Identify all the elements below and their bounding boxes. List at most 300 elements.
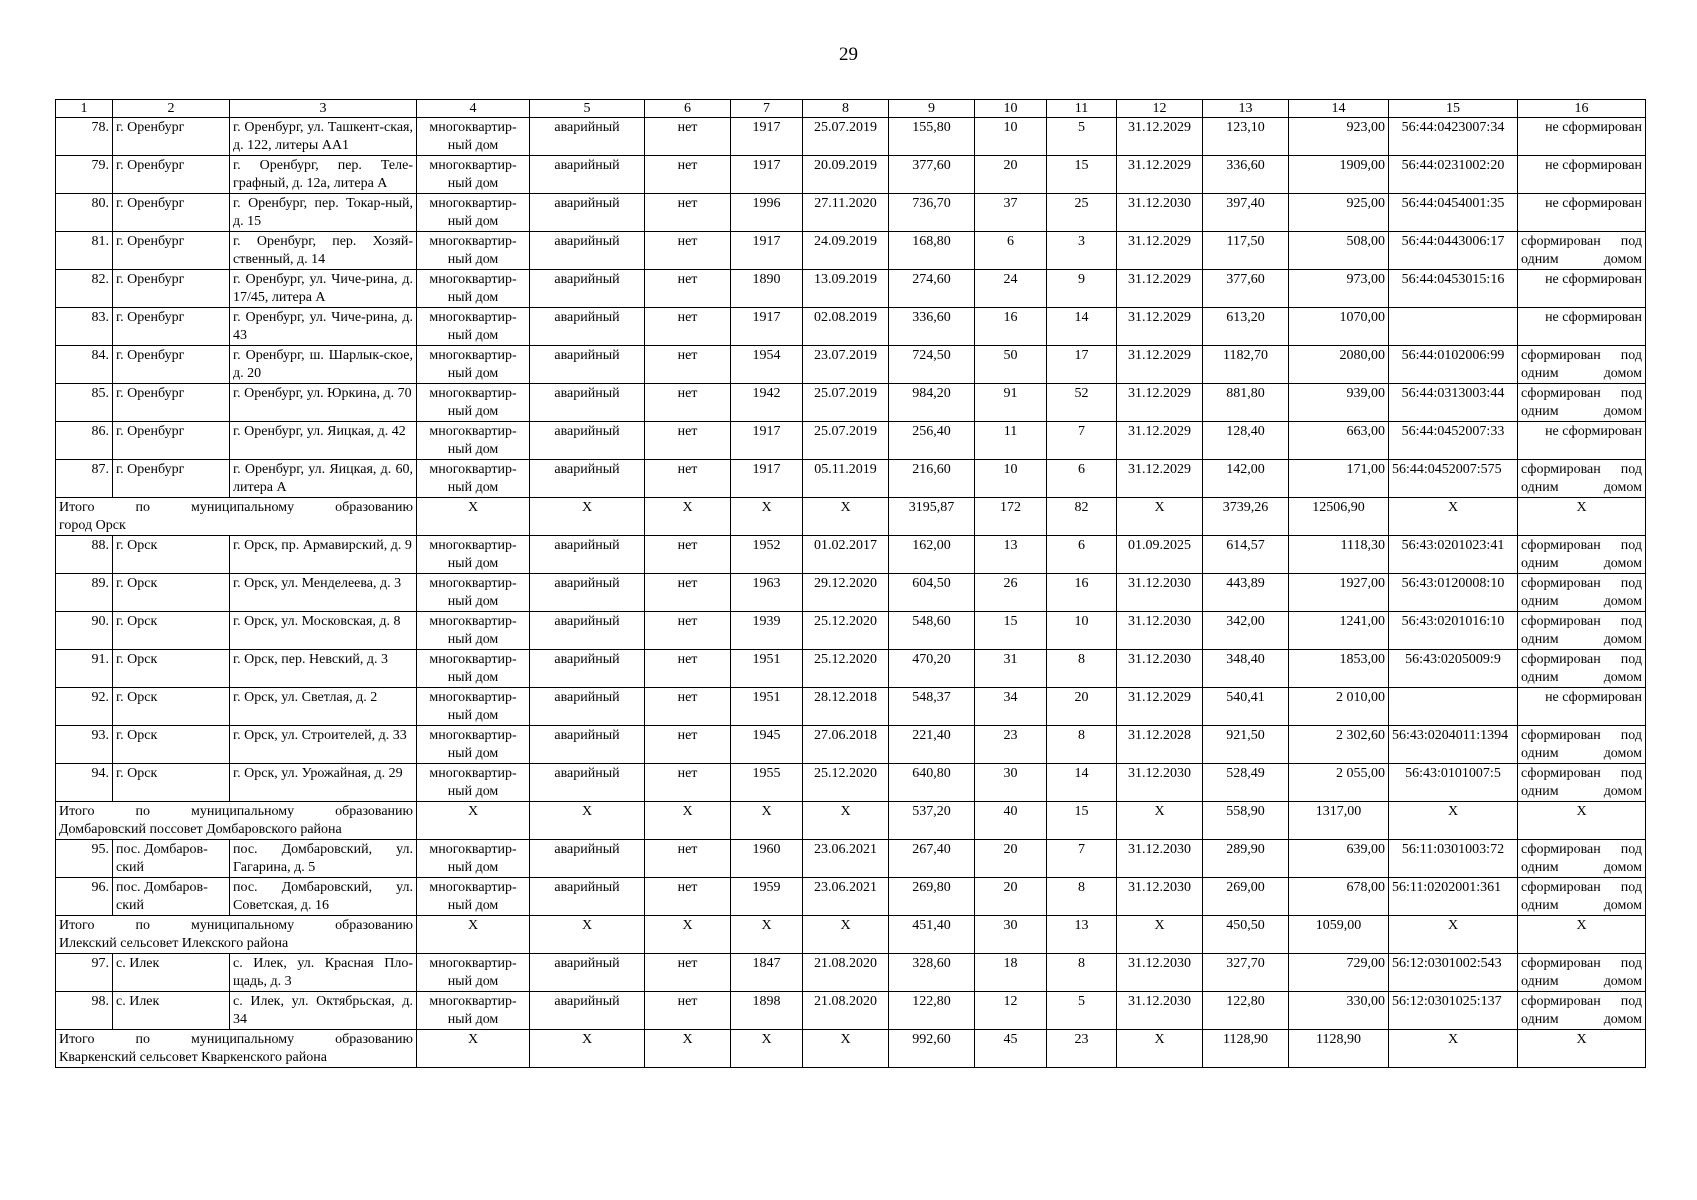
cell-residents: 91: [975, 384, 1047, 422]
cell-row-number: 87.: [56, 460, 113, 498]
cell-emergency-date: 02.08.2019: [803, 308, 889, 346]
cell-land-area: 921,50: [1203, 726, 1289, 764]
cell-emergency-date: 21.08.2020: [803, 992, 889, 1030]
cell-construction-year: 1898: [731, 992, 803, 1030]
cell-land-area: 614,57: [1203, 536, 1289, 574]
cell-culture-object: нет: [645, 194, 731, 232]
cell-construction-year: 1945: [731, 726, 803, 764]
subtotal-relocation-deadline: X: [1117, 1030, 1203, 1068]
cell-settlement: г. Орск: [113, 688, 230, 726]
cell-row-number: 80.: [56, 194, 113, 232]
cell-land-area: 528,49: [1203, 764, 1289, 802]
cell-land-area: 377,60: [1203, 270, 1289, 308]
cell-relocation-deadline: 31.12.2030: [1117, 840, 1203, 878]
cell-condition: аварийный: [530, 460, 645, 498]
cell-address: г. Оренбург, ул. Чиче-рина, д. 43: [230, 308, 417, 346]
cell-residents: 20: [975, 840, 1047, 878]
column-header-2: 2: [113, 100, 230, 118]
table-row: [56, 346, 1646, 384]
cell-relocation-deadline: 31.12.2028: [1117, 726, 1203, 764]
cell-construction-year: 1917: [731, 118, 803, 156]
cell-condition: аварийный: [530, 346, 645, 384]
subtotal-emergency-date: X: [803, 802, 889, 840]
cell-apartments: 14: [1047, 308, 1117, 346]
cell-culture-object: нет: [645, 954, 731, 992]
cell-land-plot-status: сформирован под одним домом: [1518, 384, 1646, 422]
subtotal-relocation-deadline: X: [1117, 498, 1203, 536]
cell-relocation-deadline: 31.12.2030: [1117, 574, 1203, 612]
cell-culture-object: нет: [645, 156, 731, 194]
subtotal-construction-year: X: [731, 802, 803, 840]
table-row: [56, 460, 1646, 498]
cell-emergency-date: 01.02.2017: [803, 536, 889, 574]
subtotal-land-area: 3739,26: [1203, 498, 1289, 536]
column-header-3: 3: [230, 100, 417, 118]
cell-emergency-date: 25.07.2019: [803, 118, 889, 156]
cell-condition: аварийный: [530, 194, 645, 232]
cell-cadastral-number: 56:44:0452007:575: [1389, 460, 1518, 498]
cell-land-plot-status: не сформирован: [1518, 422, 1646, 460]
table-row: [56, 384, 1646, 422]
cell-land-area: 613,20: [1203, 308, 1289, 346]
subtotal-cadastral-number: X: [1389, 802, 1518, 840]
cell-apartments: 8: [1047, 954, 1117, 992]
cell-land-area: 336,60: [1203, 156, 1289, 194]
cell-building-type: многоквартир-ный дом: [417, 270, 530, 308]
cell-relocation-deadline: 31.12.2030: [1117, 764, 1203, 802]
cell-condition: аварийный: [530, 156, 645, 194]
cell-relocation-deadline: 31.12.2029: [1117, 270, 1203, 308]
cell-building-type: многоквартир-ный дом: [417, 612, 530, 650]
cell-cost: 2080,00: [1289, 346, 1389, 384]
subtotal-condition: X: [530, 916, 645, 954]
cell-cadastral-number: 56:44:0453015:16: [1389, 270, 1518, 308]
cell-land-plot-status: сформирован под одним домом: [1518, 536, 1646, 574]
cell-cost: 925,00: [1289, 194, 1389, 232]
cell-settlement: пос. Домбаров-ский: [113, 840, 230, 878]
cell-culture-object: нет: [645, 574, 731, 612]
subtotal-cost: 1128,90: [1289, 1030, 1389, 1068]
cell-row-number: 85.: [56, 384, 113, 422]
subtotal-culture-object: X: [645, 916, 731, 954]
cell-building-type: многоквартир-ный дом: [417, 764, 530, 802]
cell-building-type: многоквартир-ный дом: [417, 194, 530, 232]
cell-apartments: 16: [1047, 574, 1117, 612]
cell-settlement: г. Орск: [113, 536, 230, 574]
cell-apartments: 6: [1047, 460, 1117, 498]
subtotal-relocation-deadline: X: [1117, 802, 1203, 840]
cell-land-plot-status: сформирован под одним домом: [1518, 574, 1646, 612]
cell-settlement: г. Оренбург: [113, 194, 230, 232]
cell-emergency-date: 28.12.2018: [803, 688, 889, 726]
cell-land-plot-status: не сформирован: [1518, 194, 1646, 232]
cell-apartments: 52: [1047, 384, 1117, 422]
cell-settlement: г. Оренбург: [113, 422, 230, 460]
cell-row-number: 81.: [56, 232, 113, 270]
subtotal-residents: 45: [975, 1030, 1047, 1068]
cell-culture-object: нет: [645, 688, 731, 726]
cell-condition: аварийный: [530, 384, 645, 422]
cell-land-plot-status: сформирован под одним домом: [1518, 840, 1646, 878]
cell-culture-object: нет: [645, 118, 731, 156]
cell-settlement: г. Орск: [113, 764, 230, 802]
cell-residents: 15: [975, 612, 1047, 650]
cell-cadastral-number: 56:43:0101007:5: [1389, 764, 1518, 802]
cell-apartments: 9: [1047, 270, 1117, 308]
subtotal-total-area: 537,20: [889, 802, 975, 840]
cell-row-number: 97.: [56, 954, 113, 992]
column-header-16: 16: [1518, 100, 1646, 118]
cell-construction-year: 1942: [731, 384, 803, 422]
cell-construction-year: 1951: [731, 688, 803, 726]
cell-land-area: 443,89: [1203, 574, 1289, 612]
cell-total-area: 122,80: [889, 992, 975, 1030]
table-row: [56, 118, 1646, 156]
cell-total-area: 724,50: [889, 346, 975, 384]
cell-land-area: 327,70: [1203, 954, 1289, 992]
cell-construction-year: 1847: [731, 954, 803, 992]
cell-land-area: 342,00: [1203, 612, 1289, 650]
cell-apartments: 17: [1047, 346, 1117, 384]
cell-construction-year: 1917: [731, 460, 803, 498]
table-row: [56, 726, 1646, 764]
cell-building-type: многоквартир-ный дом: [417, 878, 530, 916]
cell-row-number: 83.: [56, 308, 113, 346]
cell-settlement: г. Оренбург: [113, 118, 230, 156]
table-body: [56, 100, 1646, 1068]
cell-land-plot-status: сформирован под одним домом: [1518, 878, 1646, 916]
cell-cost: 923,00: [1289, 118, 1389, 156]
cell-row-number: 92.: [56, 688, 113, 726]
cell-land-area: 540,41: [1203, 688, 1289, 726]
cell-residents: 10: [975, 460, 1047, 498]
cell-settlement: с. Илек: [113, 954, 230, 992]
cell-land-plot-status: сформирован под одним домом: [1518, 612, 1646, 650]
cell-row-number: 82.: [56, 270, 113, 308]
cell-land-plot-status: сформирован под одним домом: [1518, 650, 1646, 688]
subtotal-building-type: X: [417, 802, 530, 840]
subtotal-total-area: 3195,87: [889, 498, 975, 536]
subtotal-building-type: X: [417, 916, 530, 954]
cell-relocation-deadline: 31.12.2029: [1117, 688, 1203, 726]
subtotal-residents: 40: [975, 802, 1047, 840]
subtotal-label: [56, 916, 417, 954]
table-row: [56, 194, 1646, 232]
cell-culture-object: нет: [645, 384, 731, 422]
cell-construction-year: 1959: [731, 878, 803, 916]
cell-total-area: 604,50: [889, 574, 975, 612]
cell-cost: 1118,30: [1289, 536, 1389, 574]
cell-apartments: 3: [1047, 232, 1117, 270]
subtotal-label-line2: город Орск: [59, 517, 126, 533]
cell-cost: 678,00: [1289, 878, 1389, 916]
cell-relocation-deadline: 31.12.2029: [1117, 232, 1203, 270]
cell-condition: аварийный: [530, 574, 645, 612]
cell-culture-object: нет: [645, 764, 731, 802]
cell-condition: аварийный: [530, 992, 645, 1030]
cell-total-area: 216,60: [889, 460, 975, 498]
cell-culture-object: нет: [645, 726, 731, 764]
cell-residents: 16: [975, 308, 1047, 346]
cell-relocation-deadline: 31.12.2030: [1117, 954, 1203, 992]
cell-land-area: 122,80: [1203, 992, 1289, 1030]
cell-apartments: 15: [1047, 156, 1117, 194]
cell-land-area: 117,50: [1203, 232, 1289, 270]
cell-relocation-deadline: 31.12.2029: [1117, 156, 1203, 194]
cell-condition: аварийный: [530, 118, 645, 156]
cell-residents: 20: [975, 878, 1047, 916]
table-row: [56, 612, 1646, 650]
subtotal-row: [56, 916, 1646, 954]
cell-land-plot-status: сформирован под одним домом: [1518, 954, 1646, 992]
cell-address: г. Орск, ул. Московская, д. 8: [230, 612, 417, 650]
subtotal-cadastral-number: X: [1389, 1030, 1518, 1068]
cell-address: г. Орск, пр. Армавирский, д. 9: [230, 536, 417, 574]
cell-cadastral-number: 56:44:0231002:20: [1389, 156, 1518, 194]
cell-row-number: 91.: [56, 650, 113, 688]
cell-culture-object: нет: [645, 650, 731, 688]
column-header-5: 5: [530, 100, 645, 118]
subtotal-residents: 172: [975, 498, 1047, 536]
cell-cadastral-number: 56:43:0201016:10: [1389, 612, 1518, 650]
cell-total-area: 640,80: [889, 764, 975, 802]
table-row: [56, 156, 1646, 194]
cell-total-area: 328,60: [889, 954, 975, 992]
cell-building-type: многоквартир-ный дом: [417, 574, 530, 612]
cell-settlement: г. Орск: [113, 650, 230, 688]
cell-emergency-date: 05.11.2019: [803, 460, 889, 498]
subtotal-label: [56, 498, 417, 536]
cell-cost: 171,00: [1289, 460, 1389, 498]
cell-construction-year: 1954: [731, 346, 803, 384]
cell-relocation-deadline: 31.12.2029: [1117, 422, 1203, 460]
cell-condition: аварийный: [530, 232, 645, 270]
cell-apartments: 14: [1047, 764, 1117, 802]
cell-construction-year: 1951: [731, 650, 803, 688]
column-header-14: 14: [1289, 100, 1389, 118]
cell-address: с. Илек, ул. Октябрьская, д. 34: [230, 992, 417, 1030]
cell-cadastral-number: 56:44:0452007:33: [1389, 422, 1518, 460]
cell-building-type: многоквартир-ный дом: [417, 422, 530, 460]
cell-construction-year: 1963: [731, 574, 803, 612]
subtotal-land-plot-status: X: [1518, 916, 1646, 954]
table-row: [56, 764, 1646, 802]
cell-relocation-deadline: 31.12.2030: [1117, 992, 1203, 1030]
cell-construction-year: 1917: [731, 156, 803, 194]
cell-construction-year: 1890: [731, 270, 803, 308]
subtotal-label-line2: Домбаровский поссовет Домбаровского района: [59, 821, 342, 837]
cell-cadastral-number: 56:11:0301003:72: [1389, 840, 1518, 878]
cell-settlement: г. Орск: [113, 726, 230, 764]
cell-row-number: 95.: [56, 840, 113, 878]
cell-total-area: 984,20: [889, 384, 975, 422]
cell-emergency-date: 25.12.2020: [803, 650, 889, 688]
cell-land-area: 142,00: [1203, 460, 1289, 498]
cell-land-plot-status: сформирован под одним домом: [1518, 726, 1646, 764]
subtotal-apartments: 82: [1047, 498, 1117, 536]
cell-culture-object: нет: [645, 308, 731, 346]
cell-address: г. Оренбург, ул. Ташкент-ская, д. 122, литеры АА1: [230, 118, 417, 156]
cell-land-plot-status: не сформирован: [1518, 308, 1646, 346]
cell-construction-year: 1939: [731, 612, 803, 650]
cell-cost: 1070,00: [1289, 308, 1389, 346]
cell-culture-object: нет: [645, 878, 731, 916]
subtotal-apartments: 13: [1047, 916, 1117, 954]
cell-address: г. Оренбург, пер. Хозяй-ственный, д. 14: [230, 232, 417, 270]
cell-residents: 10: [975, 118, 1047, 156]
cell-cost: 729,00: [1289, 954, 1389, 992]
column-header-10: 10: [975, 100, 1047, 118]
cell-emergency-date: 20.09.2019: [803, 156, 889, 194]
subtotal-land-plot-status: X: [1518, 1030, 1646, 1068]
cell-culture-object: нет: [645, 232, 731, 270]
subtotal-land-plot-status: X: [1518, 802, 1646, 840]
cell-building-type: многоквартир-ный дом: [417, 384, 530, 422]
cell-apartments: 7: [1047, 840, 1117, 878]
cell-culture-object: нет: [645, 992, 731, 1030]
cell-land-area: 348,40: [1203, 650, 1289, 688]
subtotal-label: [56, 802, 417, 840]
cell-emergency-date: 24.09.2019: [803, 232, 889, 270]
cell-land-plot-status: не сформирован: [1518, 688, 1646, 726]
subtotal-condition: X: [530, 498, 645, 536]
cell-total-area: 162,00: [889, 536, 975, 574]
table-row: [56, 270, 1646, 308]
cell-total-area: 336,60: [889, 308, 975, 346]
cell-row-number: 90.: [56, 612, 113, 650]
cell-land-area: 123,10: [1203, 118, 1289, 156]
cell-cadastral-number: 56:43:0201023:41: [1389, 536, 1518, 574]
cell-residents: 31: [975, 650, 1047, 688]
subtotal-construction-year: X: [731, 1030, 803, 1068]
cell-settlement: г. Орск: [113, 612, 230, 650]
cell-address: г. Орск, ул. Светлая, д. 2: [230, 688, 417, 726]
cell-land-area: 881,80: [1203, 384, 1289, 422]
cell-condition: аварийный: [530, 840, 645, 878]
cell-construction-year: 1917: [731, 422, 803, 460]
cell-address: г. Орск, ул. Строителей, д. 33: [230, 726, 417, 764]
subtotal-label-line1: Итого по муниципальному образованию: [59, 918, 413, 933]
cell-cadastral-number: 56:11:0202001:361: [1389, 878, 1518, 916]
cell-cadastral-number: 56:44:0454001:35: [1389, 194, 1518, 232]
cell-address: г. Оренбург, ул. Яицкая, д. 60, литера А: [230, 460, 417, 498]
cell-condition: аварийный: [530, 308, 645, 346]
column-header-11: 11: [1047, 100, 1117, 118]
cell-cadastral-number: [1389, 308, 1518, 346]
cell-condition: аварийный: [530, 878, 645, 916]
cell-construction-year: 1996: [731, 194, 803, 232]
cell-relocation-deadline: 31.12.2030: [1117, 194, 1203, 232]
cell-settlement: г. Оренбург: [113, 232, 230, 270]
cell-building-type: многоквартир-ный дом: [417, 346, 530, 384]
cell-cadastral-number: [1389, 688, 1518, 726]
cell-settlement: пос. Домбаров-ский: [113, 878, 230, 916]
cell-cadastral-number: 56:43:0120008:10: [1389, 574, 1518, 612]
cell-residents: 12: [975, 992, 1047, 1030]
subtotal-cost: 1317,00: [1289, 802, 1389, 840]
column-header-13: 13: [1203, 100, 1289, 118]
subtotal-label: [56, 1030, 417, 1068]
cell-total-area: 470,20: [889, 650, 975, 688]
cell-address: г. Оренбург, ш. Шарлык-ское, д. 20: [230, 346, 417, 384]
cell-condition: аварийный: [530, 650, 645, 688]
cell-land-plot-status: не сформирован: [1518, 118, 1646, 156]
subtotal-cadastral-number: X: [1389, 916, 1518, 954]
cell-apartments: 8: [1047, 726, 1117, 764]
cell-residents: 6: [975, 232, 1047, 270]
cell-residents: 11: [975, 422, 1047, 460]
cell-emergency-date: 23.06.2021: [803, 878, 889, 916]
cell-residents: 13: [975, 536, 1047, 574]
cell-culture-object: нет: [645, 840, 731, 878]
subtotal-label-line1: Итого по муниципальному образованию: [59, 804, 413, 819]
cell-cadastral-number: 56:43:0205009:9: [1389, 650, 1518, 688]
cell-culture-object: нет: [645, 346, 731, 384]
cell-address: г. Оренбург, ул. Чиче-рина, д. 17/45, литера А: [230, 270, 417, 308]
cell-apartments: 10: [1047, 612, 1117, 650]
cell-total-area: 168,80: [889, 232, 975, 270]
cell-address: г. Орск, ул. Урожайная, д. 29: [230, 764, 417, 802]
cell-apartments: 7: [1047, 422, 1117, 460]
cell-residents: 34: [975, 688, 1047, 726]
cell-apartments: 8: [1047, 650, 1117, 688]
subtotal-cost: 12506,90: [1289, 498, 1389, 536]
subtotal-building-type: X: [417, 498, 530, 536]
subtotal-row: [56, 1030, 1646, 1068]
cell-address: г. Оренбург, пер. Теле-графный, д. 12а, литера А: [230, 156, 417, 194]
cell-emergency-date: 25.12.2020: [803, 764, 889, 802]
cell-relocation-deadline: 31.12.2029: [1117, 308, 1203, 346]
subtotal-total-area: 451,40: [889, 916, 975, 954]
column-header-8: 8: [803, 100, 889, 118]
cell-row-number: 96.: [56, 878, 113, 916]
cell-cadastral-number: 56:44:0313003:44: [1389, 384, 1518, 422]
column-number-header-row: [56, 100, 1646, 118]
cell-land-area: 289,90: [1203, 840, 1289, 878]
cell-emergency-date: 25.07.2019: [803, 384, 889, 422]
subtotal-emergency-date: X: [803, 1030, 889, 1068]
subtotal-building-type: X: [417, 1030, 530, 1068]
cell-residents: 18: [975, 954, 1047, 992]
subtotal-residents: 30: [975, 916, 1047, 954]
cell-cost: 1927,00: [1289, 574, 1389, 612]
subtotal-row: [56, 498, 1646, 536]
table-row: [56, 308, 1646, 346]
cell-building-type: многоквартир-ный дом: [417, 650, 530, 688]
cell-land-area: 1182,70: [1203, 346, 1289, 384]
cell-address: г. Орск, ул. Менделеева, д. 3: [230, 574, 417, 612]
table-row: [56, 650, 1646, 688]
cell-cost: 639,00: [1289, 840, 1389, 878]
cell-building-type: многоквартир-ный дом: [417, 726, 530, 764]
cell-land-area: 269,00: [1203, 878, 1289, 916]
cell-land-plot-status: сформирован под одним домом: [1518, 992, 1646, 1030]
table-row: [56, 688, 1646, 726]
cell-building-type: многоквартир-ный дом: [417, 840, 530, 878]
cell-apartments: 6: [1047, 536, 1117, 574]
cell-building-type: многоквартир-ный дом: [417, 156, 530, 194]
cell-residents: 26: [975, 574, 1047, 612]
cell-condition: аварийный: [530, 764, 645, 802]
cell-cost: 973,00: [1289, 270, 1389, 308]
cell-total-area: 267,40: [889, 840, 975, 878]
subtotal-construction-year: X: [731, 916, 803, 954]
cell-condition: аварийный: [530, 954, 645, 992]
cell-apartments: 8: [1047, 878, 1117, 916]
cell-cadastral-number: 56:44:0443006:17: [1389, 232, 1518, 270]
cell-residents: 24: [975, 270, 1047, 308]
subtotal-condition: X: [530, 1030, 645, 1068]
